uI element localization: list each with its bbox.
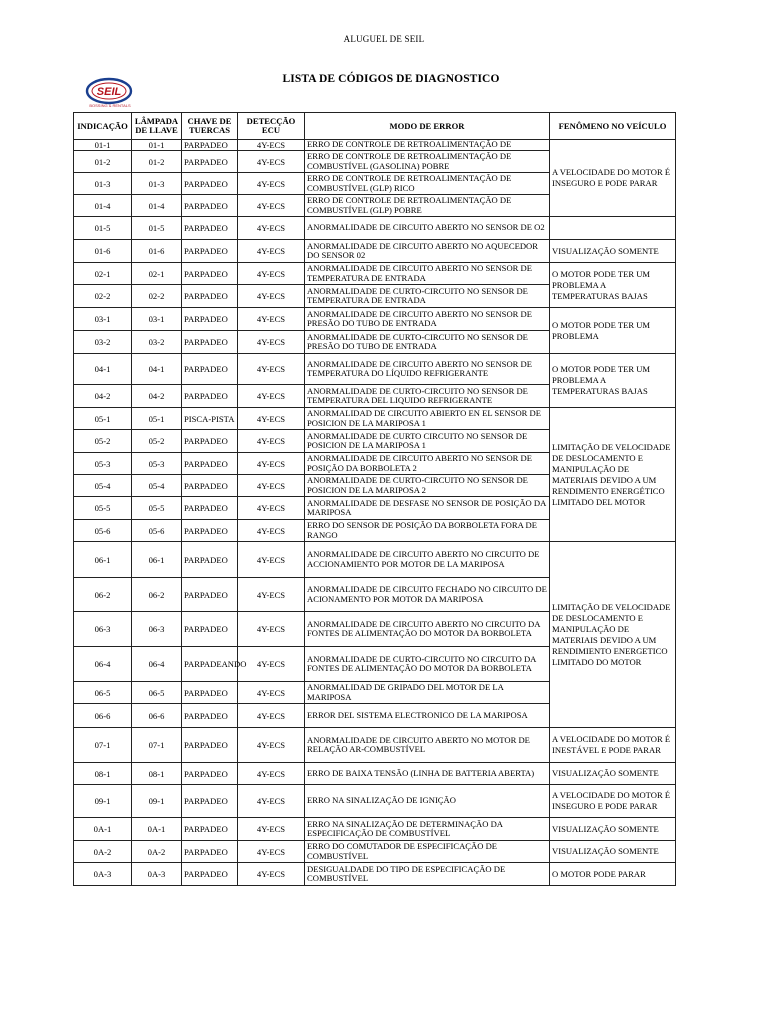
indicacao-cell: 06-3	[74, 612, 132, 647]
deteccao-cell: 4Y-ECS	[238, 520, 305, 542]
modo-cell: ANORMALIDADE DE CIRCUITO ABERTO NO SENSOR DE POSIÇÃO DA BORBOLETA 2	[305, 453, 550, 475]
deteccao-cell: 4Y-ECS	[238, 497, 305, 520]
modo-cell: ANORMALIDADE DE CIRCUITO ABERTO NO SENSOR DE PRESÃO DO TUBO DE ENTRADA	[305, 308, 550, 331]
indicacao-cell: 03-2	[74, 331, 132, 354]
indicacao-cell: 05-4	[74, 475, 132, 497]
chave-cell: PARPADEANDO	[182, 647, 238, 682]
lampada-cell: 0A-2	[132, 841, 182, 863]
chave-cell: PARPADEO	[182, 195, 238, 217]
chave-cell: PARPADEO	[182, 612, 238, 647]
lampada-cell: 01-4	[132, 195, 182, 217]
modo-cell: ANORMALIDADE DE CIRCUITO ABERTO NO MOTOR DE RELAÇÃO AR-COMBUSTÍVEL	[305, 728, 550, 763]
indicacao-cell: 09-1	[74, 785, 132, 818]
lampada-cell: 05-6	[132, 520, 182, 542]
chave-cell: PARPADEO	[182, 217, 238, 240]
chave-cell: PARPADEO	[182, 497, 238, 520]
indicacao-cell: 06-1	[74, 542, 132, 578]
deteccao-cell: 4Y-ECS	[238, 682, 305, 704]
modo-cell: ANORMALIDADE DE CIRCUITO ABERTO NO SENSOR DE TEMPERATURA DO LÍQUIDO REFRIGERANTE	[305, 354, 550, 385]
deteccao-cell: 4Y-ECS	[238, 195, 305, 217]
deteccao-cell: 4Y-ECS	[238, 408, 305, 430]
lampada-cell: 05-5	[132, 497, 182, 520]
lampada-cell: 06-5	[132, 682, 182, 704]
chave-cell: PARPADEO	[182, 285, 238, 308]
lampada-cell: 06-2	[132, 578, 182, 612]
fenomeno-cell: VISUALIZAÇÃO SOMENTE	[550, 240, 676, 263]
modo-cell: ANORMALIDADE DE CIRCUITO ABERTO NO AQUECEDOR DO SENSOR 02	[305, 240, 550, 263]
table-row	[74, 308, 676, 331]
modo-cell: ERRO DE CONTROLE DE RETROALIMENTAÇÃO DE COMBUSTÍVEL (GASOLINA) POBRE	[305, 151, 550, 173]
header-lampada: LÂMPADA DE LLAVE	[132, 113, 182, 140]
lampada-cell: 09-1	[132, 785, 182, 818]
fenomeno-cell: A VELOCIDADE DO MOTOR É INSEGURO E PODE PARAR	[550, 785, 676, 818]
chave-cell: PARPADEO	[182, 785, 238, 818]
lampada-cell: 02-1	[132, 263, 182, 285]
modo-cell: ANORMALIDADE DE CURTO-CIRCUITO NO SENSOR DE TEMPERATURA DE ENTRADA	[305, 285, 550, 308]
modo-cell: ANORMALIDADE DE CURTO-CIRCUITO NO SENSOR DE TEMPERATURA DEL LIQUIDO REFRIGERANTE	[305, 385, 550, 408]
diagnostic-codes-table	[73, 112, 676, 886]
chave-cell: PISCA-PISTA	[182, 408, 238, 430]
table-row	[74, 542, 676, 578]
table-row	[74, 785, 676, 818]
modo-cell: ERRO NA SINALIZAÇÃO DE IGNIÇÃO	[305, 785, 550, 818]
chave-cell: PARPADEO	[182, 704, 238, 728]
lampada-cell: 05-2	[132, 430, 182, 453]
indicacao-cell: 02-2	[74, 285, 132, 308]
header-chave: CHAVE DE TUERCAS	[182, 113, 238, 140]
chave-cell: PARPADEO	[182, 385, 238, 408]
modo-cell: ANORMALIDAD DE CIRCUITO ABIERTO EN EL SENSOR DE POSICION DE LA MARIPOSA 1	[305, 408, 550, 430]
deteccao-cell: 4Y-ECS	[238, 385, 305, 408]
indicacao-cell: 01-2	[74, 151, 132, 173]
deteccao-cell: 4Y-ECS	[238, 728, 305, 763]
fenomeno-cell: VISUALIZAÇÃO SOMENTE	[550, 818, 676, 841]
table-row	[74, 408, 676, 430]
lampada-cell: 03-2	[132, 331, 182, 354]
indicacao-cell: 06-5	[74, 682, 132, 704]
table-row	[74, 354, 676, 385]
chave-cell: PARPADEO	[182, 841, 238, 863]
chave-cell: PARPADEO	[182, 453, 238, 475]
header-deteccao: DETECÇÃO ECU	[238, 113, 305, 140]
header-indicacao: INDICAÇÃO	[74, 113, 132, 140]
lampada-cell: 02-2	[132, 285, 182, 308]
modo-cell: ANORMALIDADE DE CURTO CIRCUITO NO SENSOR DE POSICION DE LA MARIPOSA 1	[305, 430, 550, 453]
deteccao-cell: 4Y-ECS	[238, 785, 305, 818]
chave-cell: PARPADEO	[182, 520, 238, 542]
fenomeno-cell: O MOTOR PODE PARAR	[550, 863, 676, 886]
deteccao-cell: 4Y-ECS	[238, 285, 305, 308]
deteccao-cell: 4Y-ECS	[238, 763, 305, 785]
lampada-cell: 04-1	[132, 354, 182, 385]
modo-cell: ERRO DE CONTROLE DE RETROALIMENTAÇÃO DE COMBUSTÍVEL (GLP) POBRE	[305, 195, 550, 217]
deteccao-cell: 4Y-ECS	[238, 263, 305, 285]
deteccao-cell: 4Y-ECS	[238, 140, 305, 151]
indicacao-cell: 03-1	[74, 308, 132, 331]
indicacao-cell: 0A-3	[74, 863, 132, 886]
indicacao-cell: 06-6	[74, 704, 132, 728]
indicacao-cell: 01-4	[74, 195, 132, 217]
modo-cell: ANORMALIDADE DE CIRCUITO ABERTO NO CIRCUITO DE ACCIONAMIENTO POR MOTOR DE LA MARIPOSA	[305, 542, 550, 578]
table-row	[74, 240, 676, 263]
table-header-row	[74, 113, 676, 140]
deteccao-cell: 4Y-ECS	[238, 841, 305, 863]
modo-cell: ERRO DE BAIXA TENSÃO (LINHA DE BATTERIA ABERTA)	[305, 763, 550, 785]
lampada-cell: 0A-3	[132, 863, 182, 886]
deteccao-cell: 4Y-ECS	[238, 331, 305, 354]
modo-cell: ANORMALIDADE DE CURTO-CIRCUITO NO SENSOR DE POSICION DE LA MARIPOSA 2	[305, 475, 550, 497]
deteccao-cell: 4Y-ECS	[238, 542, 305, 578]
lampada-cell: 06-1	[132, 542, 182, 578]
lampada-cell: 04-2	[132, 385, 182, 408]
chave-cell: PARPADEO	[182, 173, 238, 195]
modo-cell: DESIGUALDADE DO TIPO DE ESPECIFICAÇÃO DE COMBUSTÍVEL	[305, 863, 550, 886]
modo-cell: ERRO NA SINALIZAÇÃO DE DETERMINAÇÃO DA ESPECIFICAÇÃO DE COMBUSTÍVEL	[305, 818, 550, 841]
lampada-cell: 05-1	[132, 408, 182, 430]
modo-cell: ERRO DE CONTROLE DE RETROALIMENTAÇÃO DE COMBUSTÍVEL (GLP) RICO	[305, 173, 550, 195]
deteccao-cell: 4Y-ECS	[238, 430, 305, 453]
modo-cell: ANORMALIDAD DE GRIPADO DEL MOTOR DE LA MARIPOSA	[305, 682, 550, 704]
deteccao-cell: 4Y-ECS	[238, 217, 305, 240]
fenomeno-cell: A VELOCIDADE DO MOTOR É INSEGURO E PODE PARAR	[550, 140, 676, 217]
deteccao-cell: 4Y-ECS	[238, 704, 305, 728]
deteccao-cell: 4Y-ECS	[238, 308, 305, 331]
deteccao-cell: 4Y-ECS	[238, 647, 305, 682]
modo-cell: ERRO DO COMUTADOR DE ESPECIFICAÇÃO DE COMBUSTÍVEL	[305, 841, 550, 863]
fenomeno-cell: LIMITAÇÃO DE VELOCIDADE DE DESLOCAMENTO E MANIPULAÇÃO DE MATERIAIS DEVIDO A UM RENDIMENTO ENERGÉTICO LIMITADO DEL MOTOR	[550, 408, 676, 542]
lampada-cell: 03-1	[132, 308, 182, 331]
lampada-cell: 01-1	[132, 140, 182, 151]
indicacao-cell: 06-4	[74, 647, 132, 682]
indicacao-cell: 0A-1	[74, 818, 132, 841]
logo-subtext: BOSSING & RENTALS	[89, 103, 131, 108]
indicacao-cell: 05-3	[74, 453, 132, 475]
indicacao-cell: 05-6	[74, 520, 132, 542]
table-row	[74, 263, 676, 285]
indicacao-cell: 01-1	[74, 140, 132, 151]
chave-cell: PARPADEO	[182, 578, 238, 612]
chave-cell: PARPADEO	[182, 818, 238, 841]
modo-cell: ERRO DE CONTROLE DE RETROALIMENTAÇÃO DE	[305, 140, 550, 151]
chave-cell: PARPADEO	[182, 308, 238, 331]
deteccao-cell: 4Y-ECS	[238, 863, 305, 886]
chave-cell: PARPADEO	[182, 475, 238, 497]
indicacao-cell: 01-5	[74, 217, 132, 240]
lampada-cell: 01-3	[132, 173, 182, 195]
document-header: ALUGUEL DE SEIL	[343, 34, 425, 44]
fenomeno-cell: LIMITAÇÃO DE VELOCIDADE DE DESLOCAMENTO E MANIPULAÇÃO DE MATERIAIS DEVIDO A UM RENDIMIENTO ENERGETICO LIMITADO DO MOTOR	[550, 542, 676, 728]
deteccao-cell: 4Y-ECS	[238, 818, 305, 841]
table-row	[74, 863, 676, 886]
indicacao-cell: 05-5	[74, 497, 132, 520]
table-row	[74, 217, 676, 240]
modo-cell: ANORMALIDADE DE CURTO-CIRCUITO NO CIRCUITO DA FONTES DE ALIMENTAÇÃO DO MOTOR DA BORBOLETA	[305, 647, 550, 682]
chave-cell: PARPADEO	[182, 331, 238, 354]
page-title: LISTA DE CÓDIGOS DE DIAGNOSTICO	[282, 73, 500, 85]
indicacao-cell: 01-6	[74, 240, 132, 263]
chave-cell: PARPADEO	[182, 863, 238, 886]
indicacao-cell: 01-3	[74, 173, 132, 195]
header-modo: MODO DE ERROR	[305, 113, 550, 140]
chave-cell: PARPADEO	[182, 140, 238, 151]
indicacao-cell: 0A-2	[74, 841, 132, 863]
fenomeno-cell: O MOTOR PODE TER UM PROBLEMA	[550, 308, 676, 354]
deteccao-cell: 4Y-ECS	[238, 578, 305, 612]
chave-cell: PARPADEO	[182, 263, 238, 285]
indicacao-cell: 06-2	[74, 578, 132, 612]
chave-cell: PARPADEO	[182, 682, 238, 704]
chave-cell: PARPADEO	[182, 354, 238, 385]
lampada-cell: 06-4	[132, 647, 182, 682]
chave-cell: PARPADEO	[182, 430, 238, 453]
lampada-cell: 07-1	[132, 728, 182, 763]
deteccao-cell: 4Y-ECS	[238, 173, 305, 195]
lampada-cell: 05-3	[132, 453, 182, 475]
header-fenomeno: FENÔMENO NO VEÍCULO	[550, 113, 676, 140]
deteccao-cell: 4Y-ECS	[238, 475, 305, 497]
chave-cell: PARPADEO	[182, 728, 238, 763]
modo-cell: ANORMALIDADE DE DESFASE NO SENSOR DE POSIÇÃO DA MARIPOSA	[305, 497, 550, 520]
fenomeno-cell: A VELOCIDADE DO MOTOR É INESTÁVEL E PODE PARAR	[550, 728, 676, 763]
indicacao-cell: 05-1	[74, 408, 132, 430]
table-row	[74, 728, 676, 763]
indicacao-cell: 04-1	[74, 354, 132, 385]
lampada-cell: 01-6	[132, 240, 182, 263]
modo-cell: ERRO DO SENSOR DE POSIÇÃO DA BORBOLETA FORA DE RANGO	[305, 520, 550, 542]
deteccao-cell: 4Y-ECS	[238, 240, 305, 263]
indicacao-cell: 04-2	[74, 385, 132, 408]
table-row	[74, 763, 676, 785]
fenomeno-cell	[550, 217, 676, 240]
modo-cell: ANORMALIDADE DE CIRCUITO ABERTO NO CIRCUITO DA FONTES DE ALIMENTAÇÃO DO MOTOR DA BORBOLETA	[305, 612, 550, 647]
lampada-cell: 01-5	[132, 217, 182, 240]
deteccao-cell: 4Y-ECS	[238, 151, 305, 173]
modo-cell: ANORMALIDADE DE CIRCUITO ABERTO NO SENSOR DE TEMPERATURA DE ENTRADA	[305, 263, 550, 285]
lampada-cell: 06-6	[132, 704, 182, 728]
modo-cell: ANORMALIDADE DE CIRCUITO FECHADO NO CIRCUITO DE ACIONAMENTO POR MOTOR DA MARIPOSA	[305, 578, 550, 612]
table-row	[74, 841, 676, 863]
lampada-cell: 01-2	[132, 151, 182, 173]
table-row	[74, 140, 676, 151]
fenomeno-cell: VISUALIZAÇÃO SOMENTE	[550, 763, 676, 785]
chave-cell: PARPADEO	[182, 240, 238, 263]
indicacao-cell: 02-1	[74, 263, 132, 285]
lampada-cell: 08-1	[132, 763, 182, 785]
modo-cell: ANORMALIDADE DE CURTO-CIRCUITO NO SENSOR DE PRESÃO DO TUBO DE ENTRADA	[305, 331, 550, 354]
fenomeno-cell: O MOTOR PODE TER UM PROBLEMA A TEMPERATURAS BAJAS	[550, 263, 676, 308]
indicacao-cell: 08-1	[74, 763, 132, 785]
deteccao-cell: 4Y-ECS	[238, 354, 305, 385]
indicacao-cell: 07-1	[74, 728, 132, 763]
modo-cell: ANORMALIDADE DE CIRCUITO ABERTO NO SENSOR DE O2	[305, 217, 550, 240]
lampada-cell: 05-4	[132, 475, 182, 497]
table-row	[74, 818, 676, 841]
deteccao-cell: 4Y-ECS	[238, 612, 305, 647]
fenomeno-cell: O MOTOR PODE TER UM PROBLEMA A TEMPERATURAS BAJAS	[550, 354, 676, 408]
chave-cell: PARPADEO	[182, 151, 238, 173]
modo-cell: ERROR DEL SISTEMA ELECTRONICO DE LA MARIPOSA	[305, 704, 550, 728]
indicacao-cell: 05-2	[74, 430, 132, 453]
fenomeno-cell: VISUALIZAÇÃO SOMENTE	[550, 841, 676, 863]
lampada-cell: 0A-1	[132, 818, 182, 841]
chave-cell: PARPADEO	[182, 542, 238, 578]
svg-text:SEIL: SEIL	[96, 86, 122, 98]
deteccao-cell: 4Y-ECS	[238, 453, 305, 475]
lampada-cell: 06-3	[132, 612, 182, 647]
chave-cell: PARPADEO	[182, 763, 238, 785]
